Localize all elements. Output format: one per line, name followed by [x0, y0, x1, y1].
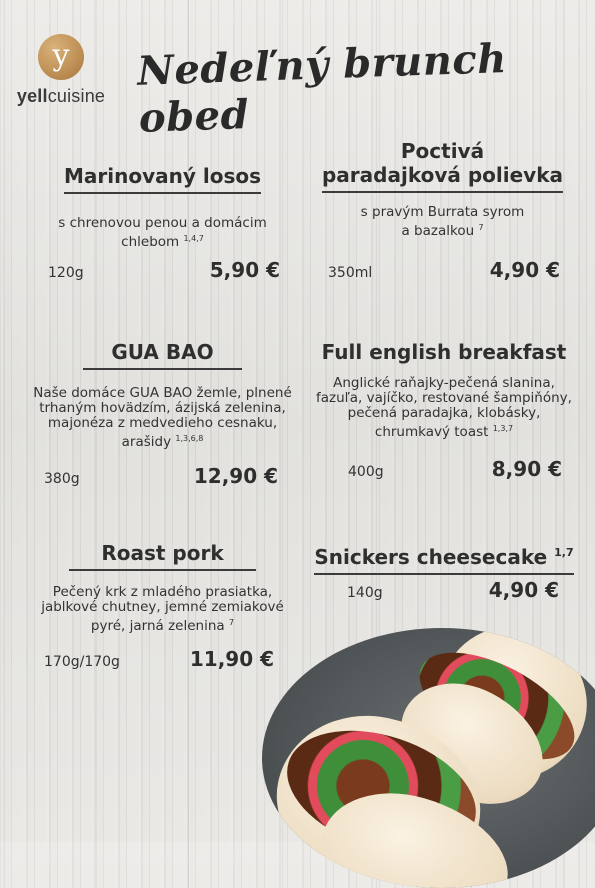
gua-bao-food-photo	[262, 628, 595, 888]
menu-item-price: 8,90 €	[491, 457, 562, 481]
menu-item-description: Pečený krk z mladého prasiatka, jablkové chutney, jemné zemiakové pyré, jarná zelenina $^7$	[41, 584, 284, 634]
menu-item-price: 4,90 €	[489, 258, 560, 282]
menu-item-roast-pork	[30, 541, 295, 634]
menu-item-marinovany-losos	[30, 164, 295, 250]
menu-item-title: Roast pork	[69, 541, 255, 571]
price-row	[328, 258, 560, 282]
brand-logo	[16, 34, 106, 107]
menu-item-full-english-breakfast	[310, 340, 578, 440]
menu-item-price: 5,90 €	[209, 258, 280, 282]
allergens: 1,7	[554, 546, 574, 559]
allergens: 1,3,6,8	[175, 434, 204, 443]
page-title: Nedeľný brunch obed	[136, 34, 508, 142]
menu-item-title: Snickers cheesecake $^{1,7}$	[314, 541, 573, 575]
menu-item-title: Poctivá paradajková polievka	[322, 139, 563, 193]
menu-item-title: GUA BAO	[83, 340, 241, 370]
allergens: 7	[228, 618, 235, 627]
menu-item-weight: 170g/170g	[44, 654, 120, 670]
allergens: 7	[478, 223, 484, 232]
menu-item-price: 11,90 €	[189, 647, 274, 671]
menu-item-gua-bao	[30, 340, 295, 450]
menu-item-description: s chrenovou penou a domácim chlebom $^{1,4,7}$	[58, 215, 267, 250]
price-row	[44, 647, 274, 671]
menu-item-price: 12,90 €	[193, 464, 278, 488]
menu-item-weight: 350ml	[328, 265, 373, 281]
menu-item-description: s pravým Burrata syrom a bazalkou $^7$	[360, 204, 525, 239]
price-row	[348, 457, 562, 481]
menu-item-title: Marinovaný losos	[64, 164, 261, 194]
menu-item-title: Full english breakfast	[321, 340, 567, 364]
brand-name-rest: cuisine	[47, 86, 106, 106]
brand-name-bold: yell	[16, 86, 48, 106]
menu-item-paradajkova-polievka	[310, 139, 575, 239]
menu-item-weight: 400g	[348, 464, 384, 480]
menu-item-weight: 120g	[48, 265, 84, 281]
price-row	[44, 464, 278, 488]
menu-item-description: Anglické raňajky-pečená slanina, fazuľa, vajíčko, restované šampiňóny, pečená paradajka, klobásky, chrumkavý toast $^{1,3,7}$	[316, 375, 572, 440]
brand-name	[16, 86, 106, 107]
menu-item-weight: 140g	[347, 585, 383, 601]
menu-item-price: 4,90 €	[488, 578, 559, 602]
menu-item-description: Naše domáce GUA BAO žemle, plnené trhaným hovädzím, ázijská zelenina, majonéza z medvedieho cesnaku, arašidy $^{1,3,6,8}$	[33, 385, 292, 450]
allergens: 1,4,7	[183, 234, 204, 243]
price-row	[48, 258, 280, 282]
price-row	[347, 578, 559, 602]
allergens: 1,3,7	[492, 424, 514, 433]
menu-item-weight: 380g	[44, 471, 80, 487]
menu-item-snickers-cheesecake	[310, 541, 578, 575]
yellcuisine-logo-icon: y	[38, 34, 84, 80]
